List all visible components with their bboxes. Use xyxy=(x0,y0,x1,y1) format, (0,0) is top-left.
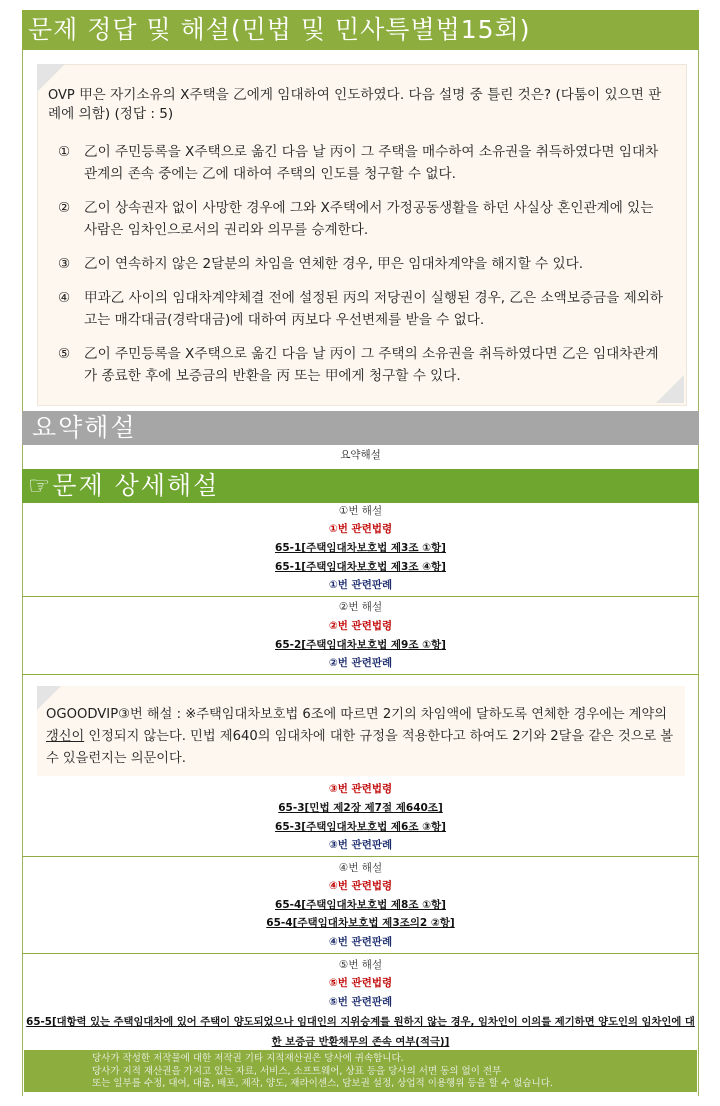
explain-3-head: ③번 해설 : ※주택임대차보호법 6조에 따르면 2기의 차임액에 달하도록 연체한 경우에는 계약의 xyxy=(118,707,667,722)
choice-text: 乙이 주민등록을 X주택으로 옮긴 다음 날 丙이 그 주택의 소유권을 취득하였다면 乙은 임대차관계가 종료한 후에 보증금의 반환을 丙 또는 甲에게 청구할 수 있다. xyxy=(84,346,659,384)
choice-text: 乙이 주민등록을 X주택으로 옮긴 다음 날 丙이 그 주택을 매수하여 소유권을 취득하였다면 임대차관계의 존속 중에는 乙에 대하여 주택의 인도를 청구할 수 없다. xyxy=(84,144,659,182)
footer-line: 당사가 지적 재산권을 가지고 있는 자료, 서비스, 소프트웨어, 상표 등을 당사의 서면 동의 없이 전부 xyxy=(92,1065,502,1077)
divider xyxy=(22,674,699,675)
choice-4 xyxy=(58,287,668,331)
footer-line: 당사가 작성한 저작물에 대한 저작권 기타 지적재산권은 당사에 귀속합니다. xyxy=(92,1053,404,1064)
choice-2 xyxy=(58,197,668,241)
choice-number: ③ xyxy=(58,256,71,272)
detail-heading-label: 문제 상세해설 xyxy=(52,471,220,500)
footer-line: 또는 일부를 수정, 대여, 대출, 배포, 제작, 양도, 재라이센스, 담보권 설정, 상업적 이용행위 등을 할 수 없습니다. xyxy=(92,1078,553,1089)
choice-number: ② xyxy=(58,200,71,216)
law-4a-link[interactable]: 65-4[주택임대차보호법 제8조 ①항] xyxy=(275,899,446,911)
law-3-label: ③번 관련법령 xyxy=(328,783,393,795)
question-text xyxy=(48,86,668,124)
pointing-hand-icon: ☞ xyxy=(28,471,53,500)
law-4b-link[interactable]: 65-4[주택임대차보호법 제3조의2 ②항] xyxy=(266,917,455,929)
summary-heading: 요약해설 xyxy=(22,411,699,445)
case-4-label: ④번 관련판례 xyxy=(328,936,393,948)
summary-content: 요약해설 xyxy=(340,449,381,461)
law-4-label: ④번 관련법령 xyxy=(328,880,393,892)
law-1b-link[interactable]: 65-1[주택임대차보호법 제3조 ④항] xyxy=(275,561,446,573)
explain-1-label: ①번 해설 xyxy=(338,505,383,517)
divider xyxy=(22,596,699,597)
choice-number: ④ xyxy=(58,290,71,306)
explain-3-prefix: OGOODVIP xyxy=(46,707,119,722)
law-1-label: ①번 관련법령 xyxy=(328,523,393,535)
question-body: 甲은 자기소유의 X주택을 乙에게 임대하여 인도하였다. 다음 설명 중 틀린 것은? (다툼이 있으면 판례에 의함) (정답 : 5) xyxy=(48,87,662,122)
case-1-label: ①번 관련판례 xyxy=(328,579,393,591)
choice-5 xyxy=(58,343,668,387)
case-2-label: ②번 관련판례 xyxy=(328,657,393,669)
case-5-link[interactable]: 65-5[대항력 있는 주택임대차에 있어 주택이 양도되었으나 임대인의 지위승계를 원하지 않는 경우, 임차인이 이의를 제기하면 양도인의 임차인에 대한 보증금 반환채무의 존속 여부(적극)] xyxy=(26,1016,695,1048)
explain-2-label: ②번 해설 xyxy=(338,601,383,613)
choice-number: ① xyxy=(58,144,71,160)
law-2-label: ②번 관련법령 xyxy=(328,620,393,632)
choice-text: 乙이 연속하지 않은 2달분의 차임을 연체한 경우, 甲은 임대차계약을 해지할 수 있다. xyxy=(84,256,584,272)
choice-text: 甲과乙 사이의 임대차계약체결 전에 설정된 丙의 저당권이 실행된 경우, 乙은 소액보증금을 제외하고는 매각대금(경락대금)에 대하여 丙보다 우선변제를 받을 수 없다. xyxy=(84,290,663,328)
case-3-label: ③번 관련판례 xyxy=(328,839,393,851)
explain-4-label: ④번 해설 xyxy=(338,862,383,874)
detail-heading xyxy=(22,469,699,503)
law-1a-link[interactable]: 65-1[주택임대차보호법 제3조 ①항] xyxy=(275,542,446,554)
divider xyxy=(22,953,699,954)
explain-3-underlined: 갱신이 xyxy=(46,729,85,744)
explain-3-text xyxy=(46,704,676,770)
copyright-footer xyxy=(24,1050,697,1092)
law-3b-link[interactable]: 65-3[주택임대차보호법 제6조 ③항] xyxy=(275,821,446,833)
law-2a-link[interactable]: 65-2[주택임대차보호법 제9조 ①항] xyxy=(275,639,446,651)
law-5-label: ⑤번 관련법령 xyxy=(328,977,393,989)
choice-3 xyxy=(58,253,668,275)
divider xyxy=(22,856,699,857)
case-5-label: ⑤번 관련판례 xyxy=(328,996,393,1008)
page-title: 문제 정답 및 해설(민법 및 민사특별법15회) xyxy=(22,10,699,50)
question-prefix: OVP xyxy=(48,88,75,103)
explain-3-tail: 인정되지 않는다. 민법 제640의 임대차에 대한 규정을 적용한다고 하여도 2기와 2달을 같은 것으로 볼 수 있을런지는 의문이다. xyxy=(46,729,674,766)
choice-text: 乙이 상속권자 없이 사망한 경우에 그와 X주택에서 가정공동생활을 하던 사실상 혼인관계에 있는 사람은 임차인으로서의 권리와 의무를 승계한다. xyxy=(84,200,654,238)
law-3a-link[interactable]: 65-3[민법 제2장 제7절 제640조] xyxy=(278,802,443,814)
choice-1 xyxy=(58,141,668,185)
choice-number: ⑤ xyxy=(58,346,71,362)
explain-5-label: ⑤번 해설 xyxy=(338,959,383,971)
